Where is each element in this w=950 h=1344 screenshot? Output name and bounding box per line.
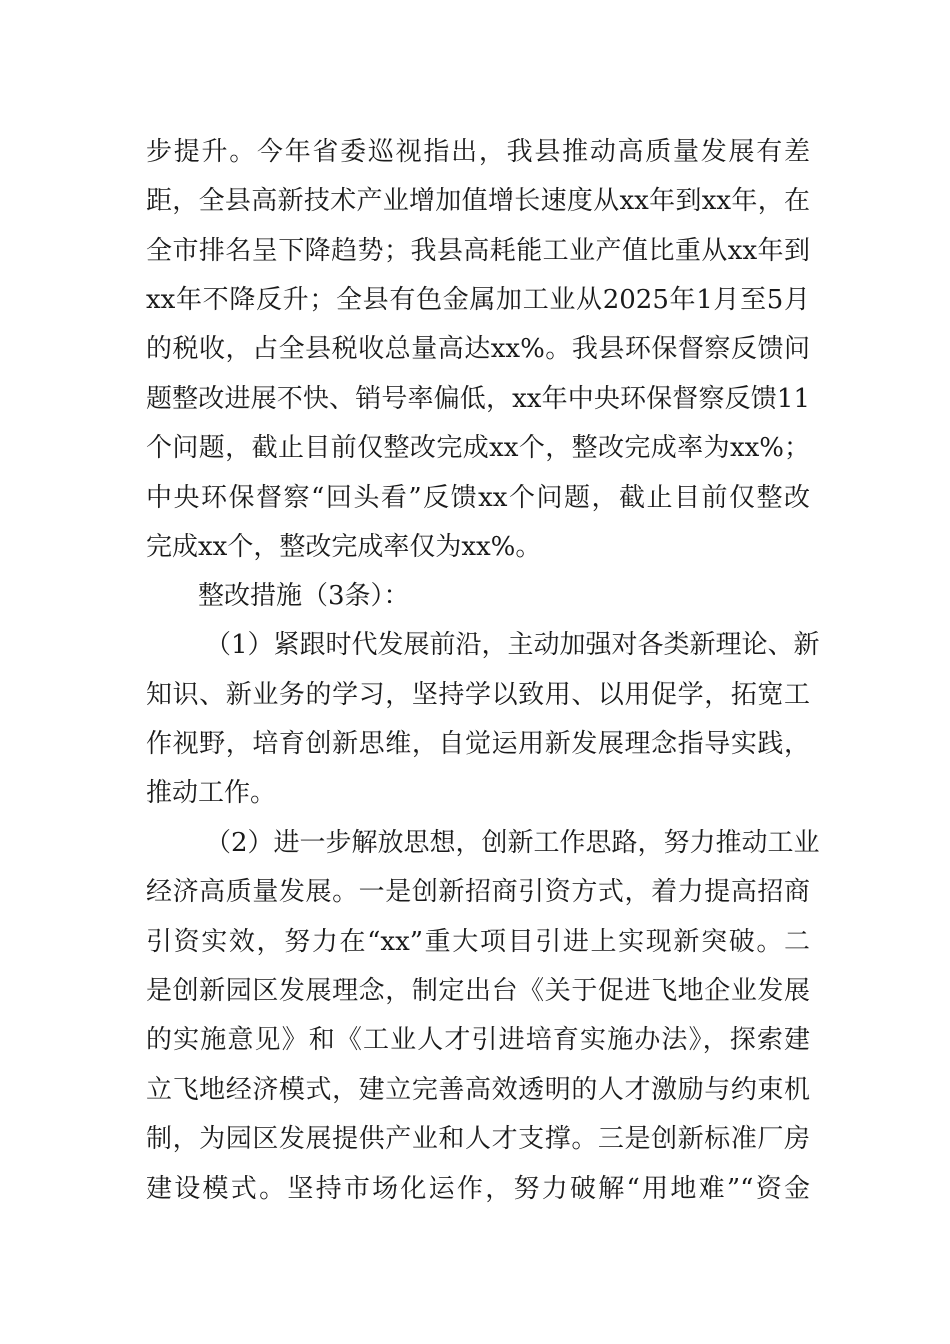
text-line: 步提升。今年省委巡视指出，我县推动高质量发展有差 [146, 137, 810, 167]
text-line: （2）进一步解放思想，创新工作思路，努力推动工业 [205, 828, 820, 858]
text-line: 立飞地经济模式，建立完善高效透明的人才激励与约束机 [146, 1075, 810, 1105]
text-line: 引资实效，努力在“xx”重大项目引进上实现新突破。二 [146, 927, 810, 957]
text-line: 全市排名呈下降趋势；我县高耗能工业产值比重从xx年到 [146, 236, 810, 266]
text-line: 是创新园区发展理念，制定出台《关于促进飞地企业发展 [146, 976, 810, 1006]
text-line: 距，全县高新技术产业增加值增长速度从xx年到xx年，在 [146, 186, 810, 216]
text-line: 完成xx个，整改完成率仅为xx%。 [146, 532, 542, 562]
text-line: 题整改进展不快、销号率偏低，xx年中央环保督察反馈11 [146, 384, 810, 414]
text-line: 经济高质量发展。一是创新招商引资方式，着力提高招商 [146, 877, 810, 907]
text-line: 推动工作。 [146, 778, 277, 808]
text-line: xx年不降反升；全县有色金属加工业从2025年1月至5月 [146, 285, 810, 315]
text-line: 中央环保督察“回头看”反馈xx个问题，截止目前仅整改 [146, 483, 810, 513]
text-line: （1）紧跟时代发展前沿，主动加强对各类新理论、新 [205, 630, 820, 660]
text-line: 建设模式。坚持市场化运作，努力破解“用地难”“资金 [146, 1174, 810, 1204]
heading-line: 整改措施（3条）： [198, 581, 410, 611]
text-line: 制，为园区发展提供产业和人才支撑。三是创新标准厂房 [146, 1124, 810, 1154]
text-line: 个问题，截止目前仅整改完成xx个，整改完成率为xx%； [146, 433, 810, 463]
text-line: 作视野，培育创新思维，自觉运用新发展理念指导实践， [146, 729, 810, 759]
text-line: 的实施意见》和《工业人才引进培育实施办法》，探索建 [146, 1025, 810, 1055]
text-line: 知识、新业务的学习，坚持学以致用、以用促学，拓宽工 [146, 680, 810, 710]
text-line: 的税收，占全县税收总量高达xx%。我县环保督察反馈问 [146, 334, 810, 364]
